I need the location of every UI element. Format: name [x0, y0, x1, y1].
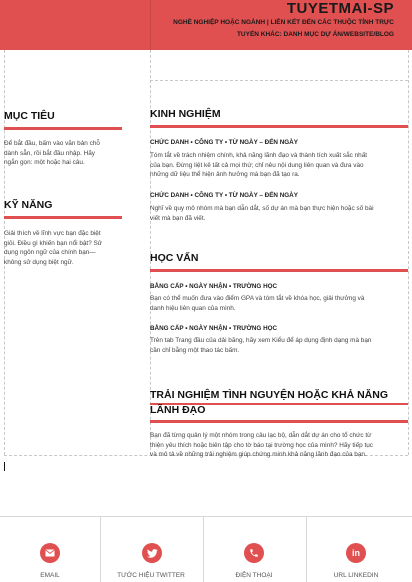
skills-body[interactable]: Giải thích về lĩnh vực bạn đặc biệt giỏi. Điều gì khiến bạn nổi bật? Sử dụng ngôn ngữ của chính bạn— không sử dụng biệt ngữ.: [4, 230, 103, 266]
education-bar: [150, 269, 408, 272]
phone-icon[interactable]: [244, 543, 264, 563]
header-divider: [150, 0, 151, 50]
row-guide-top: [150, 80, 408, 81]
skills-title[interactable]: KỸ NĂNG: [4, 199, 53, 211]
header-links-line[interactable]: TUYẾN KHÁC: DANH MỤC DỰ ÁN/WEBSITE/BLOG: [236, 31, 394, 38]
header-band: [0, 0, 412, 50]
volunteer-bar: [150, 420, 408, 423]
page-guide-right: [408, 50, 409, 455]
experience-job-heading[interactable]: CHỨC DANH • CÔNG TY • TỪ NGÀY – ĐẾN NGÀY: [150, 192, 298, 199]
experience-bar: [150, 125, 408, 128]
experience-title[interactable]: KINH NGHIỆM: [150, 108, 221, 120]
footer-rule: [0, 516, 412, 517]
resume-name[interactable]: TUYETMAI-SP: [286, 0, 394, 17]
footer-label-phone[interactable]: ĐIỆN THOẠI: [235, 572, 273, 579]
skills-bar: [4, 216, 122, 219]
experience-job-body[interactable]: Nghĩ về quy mô nhóm mà bạn dẫn dắt, số dự án mà bạn thực hiện hoặc số bài viết mà bạn đã viết.: [150, 205, 374, 222]
header-profession-line[interactable]: NGHỀ NGHIỆP HOẶC NGÀNH | LIÊN KẾT ĐẾN CÁC THUỘC TÍNH TRỰC: [173, 19, 394, 26]
footer-label-linkedin[interactable]: URL LINKEDIN: [333, 572, 379, 579]
text-cursor: [4, 462, 5, 471]
footer-label-twitter[interactable]: TƯỚC HIỆU TWITTER: [117, 572, 185, 579]
education-item-heading[interactable]: BẰNG CẤP • NGÀY NHẬN • TRƯỜNG HỌC: [150, 283, 278, 290]
experience-job-heading[interactable]: CHỨC DANH • CÔNG TY • TỪ NGÀY – ĐẾN NGÀY: [150, 139, 298, 146]
linkedin-icon[interactable]: in: [346, 543, 366, 563]
education-item-body[interactable]: Bạn có thể muốn đưa vào điểm GPA và tóm tắt về khóa học, giải thưởng và danh hiệu liên quan của mình.: [150, 295, 365, 312]
education-title[interactable]: HỌC VẤN: [150, 252, 199, 264]
objective-bar: [4, 127, 122, 130]
volunteer-title[interactable]: TRẢI NGHIỆM TÌNH NGUYỆN HOẶC KHẢ NĂNG: [150, 389, 388, 401]
volunteer-body[interactable]: Bạn đã từng quản lý một nhóm trong câu lạc bộ, dẫn dắt dự án cho tổ chức từ thiện yêu thích hoặc biên tập cho tờ báo tại trường học của mình? Hãy tiếp tục và mô tả về những trải nghiệm giúp chứng minh khả năng lãnh đạo của bạn.: [150, 432, 373, 459]
objective-body[interactable]: Để bắt đầu, bấm vào văn bản chỗ dành sẵn, rồi bắt đầu nhập. Hãy ngắn gọn: một hoặc hai câu.: [4, 140, 100, 167]
volunteer-title-line2[interactable]: LÃNH ĐẠO: [150, 404, 206, 416]
objective-title[interactable]: MỤC TIÊU: [4, 110, 55, 122]
education-item-body[interactable]: Trên tab Trang đầu của dải băng, hãy xem Kiểu để áp dụng định dạng mà bạn cần chỉ bằng một thao tác bấm.: [150, 337, 372, 354]
experience-job-body[interactable]: Tóm tắt về trách nhiệm chính, khả năng lãnh đạo và thành tích xuất sắc nhất của bạn. Đừng liệt kê tất cả mọi thứ; chỉ nêu nội dung liên quan và đưa vào những dữ liệu thể hiện ảnh hưởng mà bạn đã tạo ra.: [150, 152, 368, 179]
email-icon[interactable]: [40, 543, 60, 563]
footer-label-email[interactable]: EMAIL: [40, 572, 60, 579]
education-item-heading[interactable]: BẰNG CẤP • NGÀY NHẬN • TRƯỜNG HỌC: [150, 325, 278, 332]
twitter-icon[interactable]: [142, 543, 162, 563]
